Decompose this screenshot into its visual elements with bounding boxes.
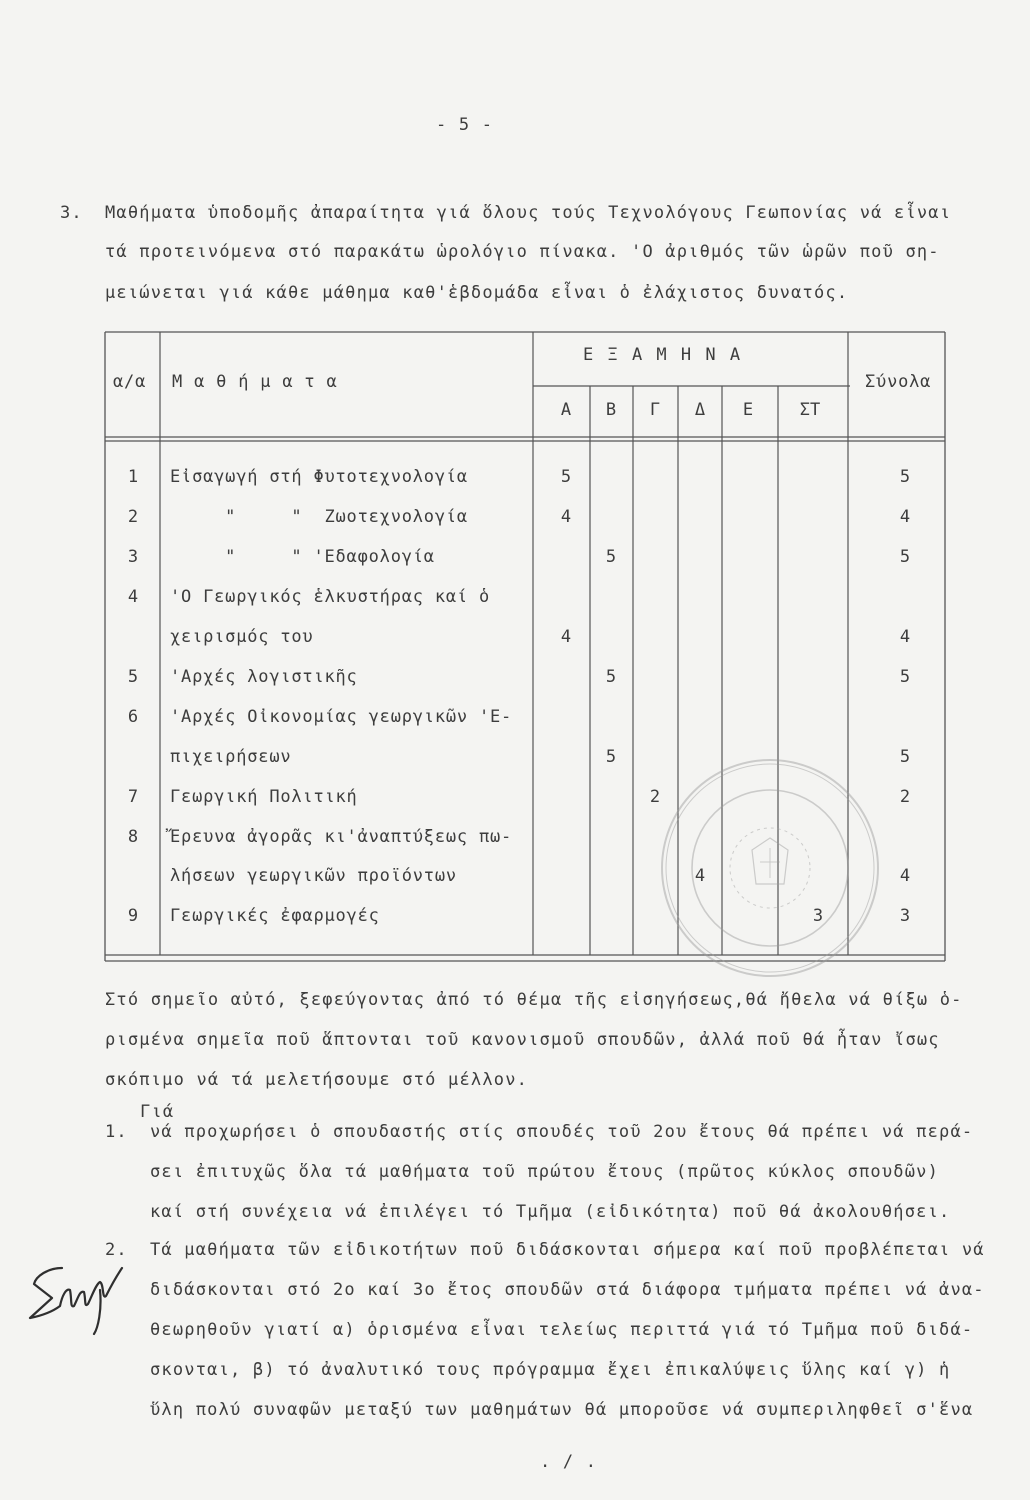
intro-word: Γιά [140,1102,175,1122]
note-line: ρισμένα σημεῖα ποῦ ἅπτονται τοῦ κανονισμοῦ σπουδῶν, ἀλλά ποῦ θά ἦταν ἴσως [105,1030,940,1050]
section-number: 3. [60,203,83,223]
row-number: 9 [127,906,139,926]
note-line: σκόπιμο νά τά μελετήσουμε στό μέλλον. [105,1070,529,1090]
page-number: - 5 - [436,115,494,135]
row-total: 4 [899,866,911,886]
row-hours: 3 [812,906,824,926]
section-line: τά προτεινόμενα στό παρακάτω ὡρολόγιο πίνακα. 'Ο ἀριθμός τῶν ὡρῶν ποῦ ση- [105,242,940,262]
header-semester: Δ [694,400,706,420]
item-line: καί στή συνέχεια νά ἐπιλέγει τό Τμῆμα (εἰδικότητα) ποῦ θά ἀκολουθήσει. [150,1202,951,1222]
row-hours: 5 [605,547,617,567]
item-line: σκονται, β) τό ἀναλυτικό τους πρόγραμμα ἔχει ἐπικαλύψεις ὕλης καί γ) ἡ [150,1360,951,1380]
continuation-mark: . / . [540,1452,598,1472]
header-semester: Α [560,400,572,420]
item-number: 1. [105,1122,128,1142]
row-number: 3 [127,547,139,567]
row-subject-continued: πιχειρήσεων [170,747,292,767]
row-subject: " " 'Εδαφολογία [170,547,435,567]
item-line: θεωρηθοῦν γιατί α) ὁρισμένα εἶναι τελείως περιττά γιά τό Τμῆμα ποῦ διδά- [150,1320,974,1340]
item-line: διδάσκονται στό 2ο καί 3ο ἔτος σπουδῶν στά διάφορα τμήματα πρέπει νά ἀνα- [150,1280,985,1300]
row-hours: 5 [560,467,572,487]
row-hours: 4 [560,507,572,527]
row-subject-continued: λήσεων γεωργικῶν προϊόντων [170,866,457,886]
header-semester: Ε [742,400,754,420]
note-line: Στό σημεῖο αὐτό, ξεφεύγοντας ἀπό τό θέμα τῆς εἰσηγήσεως,θά ἤθελα νά θίξω ὁ- [105,990,963,1010]
header-no: α/α [113,372,147,392]
row-total: 3 [899,906,911,926]
row-number: 7 [127,787,139,807]
row-subject: 'Αρχές λογιστικῆς [170,667,358,687]
row-total: 5 [899,547,911,567]
row-hours: 4 [560,627,572,647]
section-line: Μαθήματα ὑποδομῆς ἀπαραίτητα γιά ὅλους τούς Τεχνολόγους Γεωπονίας νά εἶναι [105,203,952,223]
row-subject: " " Ζωοτεχνολογία [170,507,468,527]
header-semester: Β [605,400,617,420]
row-total: 4 [899,627,911,647]
section-line: μειώνεται γιά κάθε μάθημα καθ'ἑβδομάδα εἶναι ὁ ἐλάχιστος δυνατός. [105,283,849,303]
item-line: σει ἐπιτυχῶς ὅλα τά μαθήματα τοῦ πρώτου ἔτους (πρῶτος κύκλος σπουδῶν) [150,1162,940,1182]
row-total: 2 [899,787,911,807]
row-subject: Γεωργική Πολιτική [170,787,358,807]
row-total: 5 [899,467,911,487]
row-number: 5 [127,667,139,687]
header-subject: Μ α θ ή μ α τ α [172,372,338,392]
header-semester: ΣΤ [799,400,821,420]
row-subject: Ἔρευνα ἀγορᾶς κι'ἀναπτύξεως πω- [170,827,513,847]
row-hours: 5 [605,747,617,767]
row-number: 6 [127,707,139,727]
header-semesters-title: Ε Ξ Α Μ Η Ν Α [583,345,743,365]
row-total: 5 [899,747,911,767]
row-number: 2 [127,507,139,527]
row-hours: 5 [605,667,617,687]
item-line: Τά μαθήματα τῶν εἰδικοτήτων ποῦ διδάσκονται σήμερα καί ποῦ προβλέπεται νά [150,1240,985,1260]
row-subject: 'Ο Γεωργικός ἑλκυστήρας καί ὁ [170,587,491,607]
row-total: 5 [899,667,911,687]
row-number: 8 [127,827,139,847]
row-number: 4 [127,587,139,607]
row-hours: 2 [649,787,661,807]
row-subject-continued: χειρισμός του [170,627,314,647]
item-line: ὕλη πολύ συναφῶν μεταξύ των μαθημάτων θά μποροῦσε νά συμπεριληφθεῖ σ'ἕνα [150,1400,974,1420]
header-total: Σύνολα [865,372,932,392]
row-subject: Εἰσαγωγή στή Φυτοτεχνολογία [170,467,468,487]
row-hours: 4 [694,866,706,886]
header-semester: Γ [649,400,661,420]
item-line: νά προχωρήσει ὁ σπουδαστής στίς σπουδές τοῦ 2ου ἔτους θά πρέπει νά περά- [150,1122,974,1142]
item-number: 2. [105,1240,128,1260]
row-total: 4 [899,507,911,527]
row-subject: 'Αρχές Οἰκονομίας γεωργικῶν 'Ε- [170,707,513,727]
row-subject: Γεωργικές ἐφαρμογές [170,906,380,926]
row-number: 1 [127,467,139,487]
